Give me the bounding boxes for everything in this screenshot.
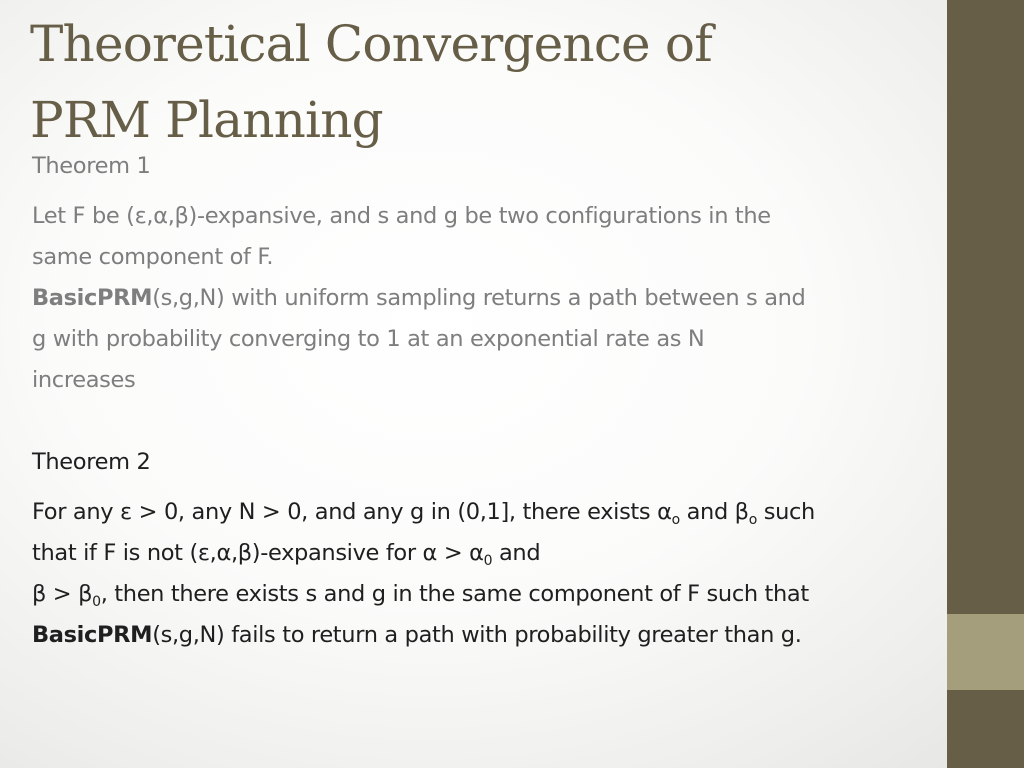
theorem-2-line-3-b: , then there exists s and g in the same component of F such that — [100, 581, 809, 607]
theorem-2-line-1 — [32, 492, 1007, 533]
title-line-2: PRM Planning — [30, 91, 383, 149]
theorem-1-line-3-rest: (s,g,N) with uniform sampling returns a path between s and — [152, 285, 806, 311]
slide-title — [30, 6, 930, 158]
theorem-2-line-1-a: For any ε > 0, any N > 0, and any g in (0,1], there exists α — [32, 499, 672, 525]
theorem-2-heading: Theorem 2 — [32, 449, 151, 475]
paragraph-gap — [32, 401, 1007, 442]
theorem-2-line-2 — [32, 533, 1007, 574]
theorem-2-line-2-b: and — [492, 540, 541, 566]
basicprm-bold-1: BasicPRM — [32, 285, 153, 311]
basicprm-bold-2: BasicPRM — [32, 622, 153, 648]
theorem-2-line-1-b: and β — [679, 499, 749, 525]
theorem-2-line-4-rest: (s,g,N) fails to return a path with probability greater than g. — [152, 622, 802, 648]
theorem-1-line-4: g with probability converging to 1 at an exponential rate as N — [32, 326, 705, 352]
theorem-1-line-3 — [32, 278, 1007, 319]
theorem-2-line-1-c: such — [756, 499, 815, 525]
slide-body — [32, 146, 1007, 656]
theorem-2-line-4 — [32, 615, 1007, 656]
title-line-1: Theoretical Convergence of — [30, 15, 712, 73]
theorem-2-line-3-a: β > β — [32, 581, 93, 607]
decorative-sidebar-accent — [947, 614, 1024, 690]
theorem-1-line-1: Let F be (ε,α,β)-expansive, and s and g be two configurations in the — [32, 203, 771, 229]
theorem-2-line-3 — [32, 574, 1007, 615]
alpha-zero-subscript: 0 — [483, 553, 493, 569]
theorem-1-line-5: increases — [32, 367, 136, 393]
theorem-1-heading: Theorem 1 — [32, 153, 151, 179]
beta-subscript: o — [748, 512, 757, 528]
theorem-1-line-2: same component of F. — [32, 244, 274, 270]
theorem-2-line-2-a: that if F is not (ε,α,β)-expansive for α > α — [32, 540, 484, 566]
beta-zero-subscript: 0 — [92, 594, 101, 610]
alpha-subscript: o — [671, 512, 680, 528]
